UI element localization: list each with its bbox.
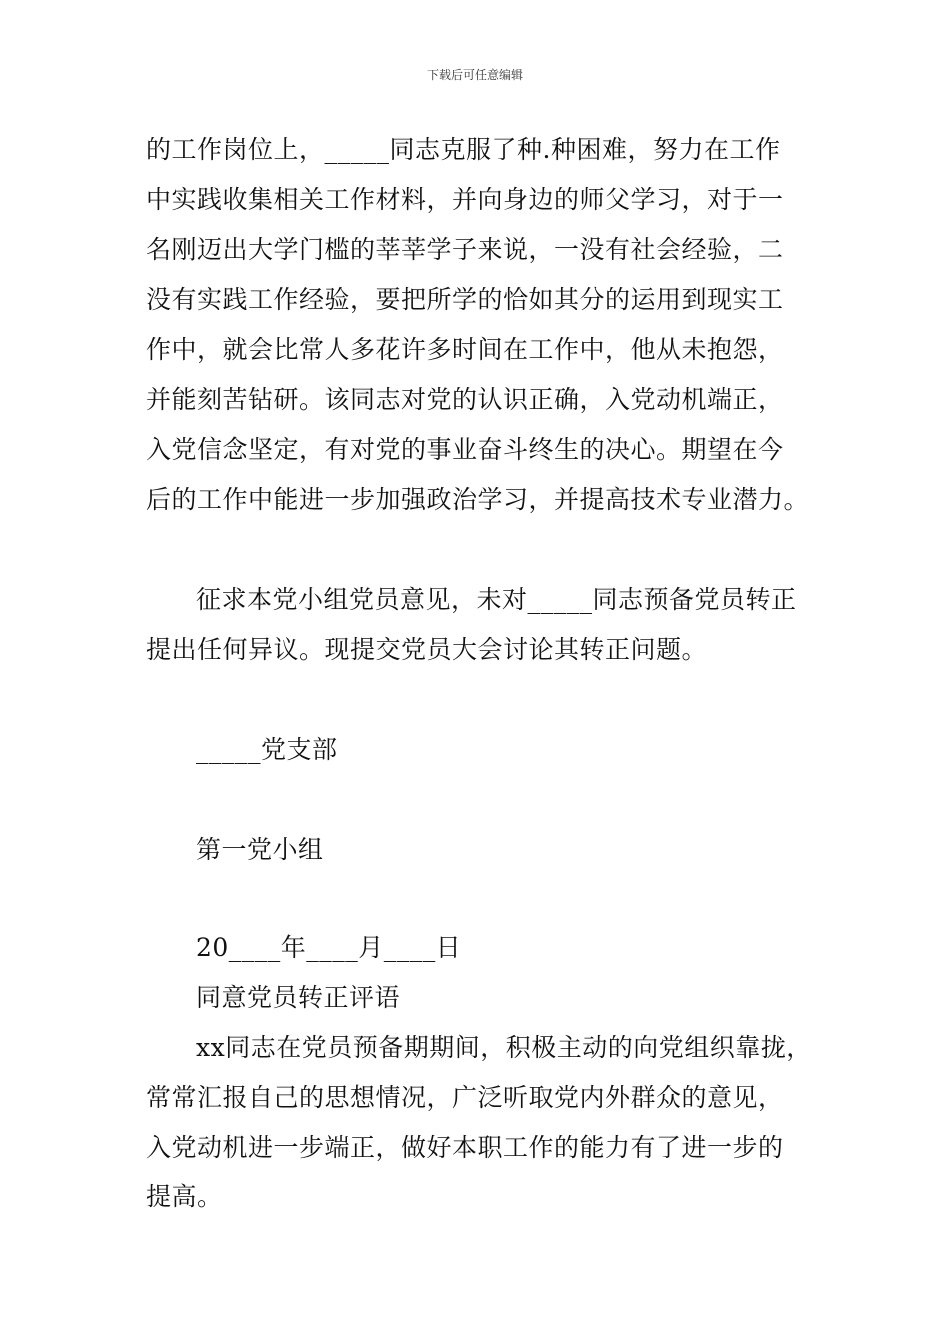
text-line: 的工作岗位上，_____同志克服了种.种困难，努力在工作 [146, 135, 781, 164]
text-line: 提高。 [146, 1182, 223, 1211]
text-line: 入党动机进一步端正，做好本职工作的能力有了进一步的 [146, 1133, 784, 1162]
party-branch-line: _____党支部 [196, 735, 338, 764]
section-title: 同意党员转正评语 [196, 983, 401, 1012]
text-line: 并能刻苦钻研。该同志对党的认识正确，入党动机端正， [146, 385, 784, 414]
text-line: 常常汇报自己的思想情况，广泛听取党内外群众的意见， [146, 1083, 784, 1112]
party-group-line: 第一党小组 [196, 835, 324, 864]
date-line: 20____年____月____日 [196, 933, 462, 962]
text-line: 征求本党小组党员意见，未对_____同志预备党员转正 [196, 585, 797, 614]
text-line: xx同志在党员预备期期间，积极主动的向党组织靠拢， [196, 1033, 812, 1062]
text-line: 中实践收集相关工作材料，并向身边的师父学习，对于一 [146, 185, 784, 214]
text-line: 名刚迈出大学门槛的莘莘学子来说，一没有社会经验，二 [146, 235, 784, 264]
text-line: 入党信念坚定，有对党的事业奋斗终生的决心。期望在今 [146, 435, 784, 464]
text-line: 作中，就会比常人多花许多时间在工作中，他从未抱怨， [146, 335, 784, 364]
text-line: 提出任何异议。现提交党员大会讨论其转正问题。 [146, 635, 708, 664]
page-header-note: 下载后可任意编辑 [426, 68, 523, 82]
text-line: 没有实践工作经验，要把所学的恰如其分的运用到现实工 [146, 285, 784, 314]
text-line: 后的工作中能进一步加强政治学习，并提高技术专业潜力。 [146, 485, 810, 514]
